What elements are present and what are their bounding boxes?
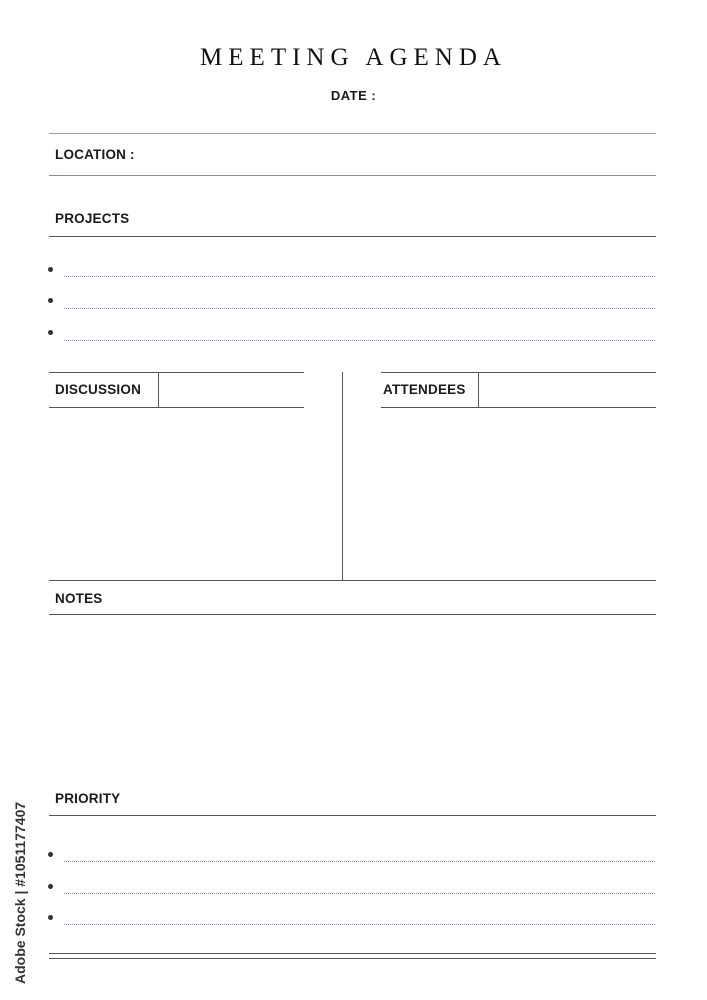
discussion-divider [158, 372, 159, 408]
projects-rule [49, 236, 656, 237]
projects-bullet-2 [48, 298, 53, 303]
center-divider [342, 372, 343, 580]
projects-line-1[interactable] [64, 276, 655, 277]
priority-line-2[interactable] [64, 893, 655, 894]
page-title: MEETING AGENDA [200, 44, 507, 71]
stock-watermark [8, 762, 32, 984]
footer-rule-2 [49, 958, 656, 959]
notes-label: NOTES [55, 591, 103, 606]
attendees-divider [478, 372, 479, 408]
priority-line-1[interactable] [64, 861, 655, 862]
priority-bullet-1 [48, 852, 53, 857]
footer-rule-1 [49, 953, 656, 954]
projects-line-3[interactable] [64, 340, 655, 341]
discussion-top-rule [49, 372, 304, 373]
priority-rule [49, 815, 656, 816]
discussion-label: DISCUSSION [55, 382, 142, 397]
location-label: LOCATION : [55, 147, 135, 162]
projects-label: PROJECTS [55, 211, 130, 226]
notes-bottom-rule [49, 614, 656, 615]
priority-bullet-2 [48, 884, 53, 889]
watermark-text: Adobe Stock | #1051177407 [12, 801, 28, 984]
location-bottom-rule [49, 175, 656, 176]
date-label: DATE : [330, 88, 377, 103]
notes-top-rule [49, 580, 656, 581]
location-top-rule [49, 133, 656, 134]
priority-label: PRIORITY [55, 791, 121, 806]
attendees-top-rule [381, 372, 656, 373]
projects-line-2[interactable] [64, 308, 655, 309]
discussion-bottom-rule [49, 407, 304, 408]
priority-line-3[interactable] [64, 924, 655, 925]
projects-bullet-1 [48, 267, 53, 272]
projects-bullet-3 [48, 330, 53, 335]
attendees-label: ATTENDEES [383, 382, 466, 397]
priority-bullet-3 [48, 915, 53, 920]
attendees-bottom-rule [381, 407, 656, 408]
